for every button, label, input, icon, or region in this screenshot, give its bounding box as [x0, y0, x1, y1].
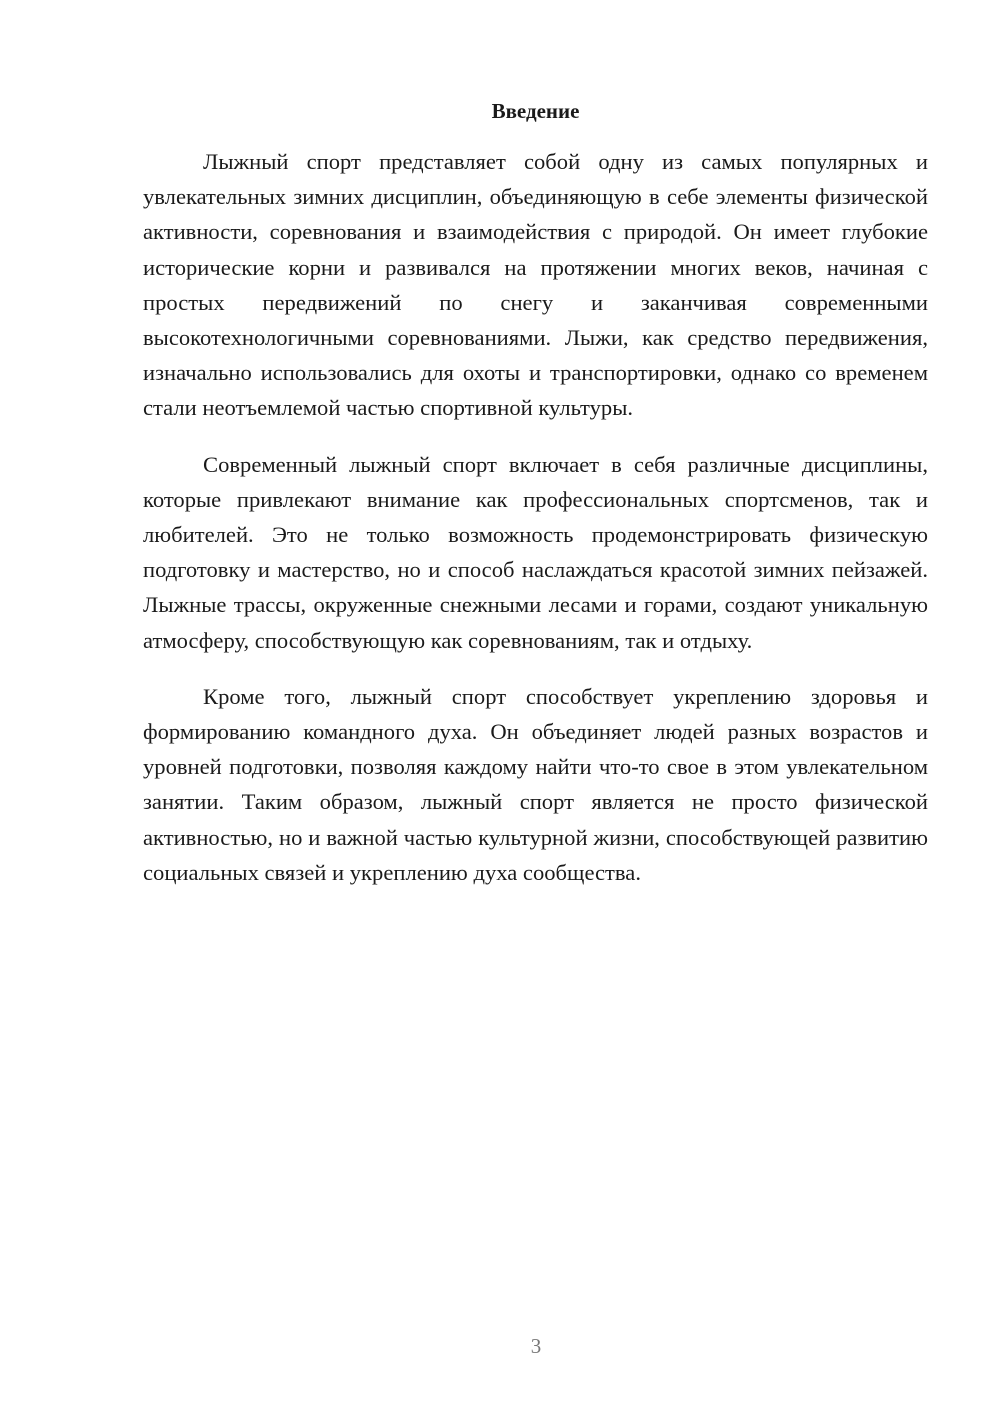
page-number: 3 [530, 1334, 542, 1358]
paragraph-1: Лыжный спорт представляет собой одну из самых популярных и увлекательных зимних дисциплин, объединяющую в себе элементы физической активности, соревнования и взаимодействия с природой. Он имеет глубокие исторические корни и развивался на протяжении многих веков, начиная с простых передвижений по снегу и заканчивая современными высокотехнологичными соревнованиями. Лыжи, как средство передвижения, изначально использовались для охоты и транспортировки, однако со временем стали неотъемлемой частью спортивной культуры. [143, 149, 928, 421]
paragraph-3: Кроме того, лыжный спорт способствует укреплению здоровья и формированию командного духа. Он объединяет людей разных возрастов и уровней подготовки, позволяя каждому найти что-то свое в этом увлекательном занятии. Таким образом, лыжный спорт является не просто физической активностью, но и важной частью культурной жизни, способствующей развитию социальных связей и укреплению духа сообщества. [143, 683, 928, 885]
section-heading: Введение [491, 99, 580, 123]
page-content [143, 96, 928, 890]
paragraph-2: Современный лыжный спорт включает в себя различные дисциплины, которые привлекают внимание как профессиональных спортсменов, так и любителей. Это не только возможность продемонстрировать физическую подготовку и мастерство, но и способ наслаждаться красотой зимних пейзажей. Лыжные трассы, окруженные снежными лесами и горами, создают уникальную атмосферу, способствующую как соревнованиям, так и отдыху. [143, 451, 928, 653]
